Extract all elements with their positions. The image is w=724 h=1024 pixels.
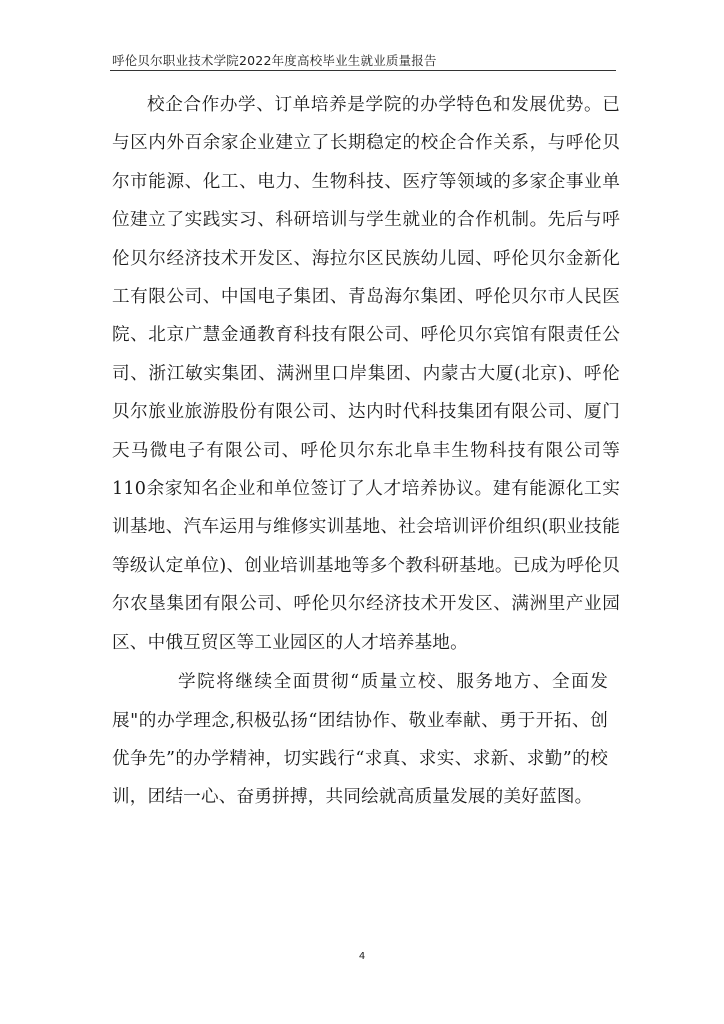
paragraph-school-philosophy: 学院将继续全面贯彻“质量立校、服务地方、全面发展"的办学理念,积极弘扬“团结协作、敬业奉献、勇于开拓、创优争先”的办学精神，切实践行“求真、求实、求新、求勤”的校训，团结一心、奋勇拼搏，共同绘就高质量发展的美好蓝图。 xyxy=(112,672,608,808)
paragraph-school-enterprise-cooperation: 校企合作办学、订单培养是学院的办学特色和发展优势。已与区内外百余家企业建立了长期稳定的校企合作关系，与呼伦贝尔市能源、化工、电力、生物科技、医疗等领域的多家企事业单位建立了实践实习、科研培训与学生就业的合作机制。先后与呼伦贝尔经济技术开发区、海拉尔区民族幼儿园、呼伦贝尔金新化工有限公司、中国电子集团、青岛海尔集团、呼伦贝尔市人民医院、北京广慧金通教育科技有限公司、呼伦贝尔宾馆有限责任公司、浙江敏实集团、满洲里口岸集团、内蒙古大厦(北京)、呼伦贝尔旅业旅游股份有限公司、达内时代科技集团有限公司、厦门天马微电子有限公司、呼伦贝尔东北阜丰生物科技有限公司等110余家知名企业和单位签订了人才培养协议。建有能源化工实训基地、汽车运用与维修实训基地、社会培训评价组织(职业技能等级认定单位)、创业培训基地等多个教科研基地。已成为呼伦贝尔农垦集团有限公司、呼伦贝尔经济技术开发区、满洲里产业园区、中俄互贸区等工业园区的人才培养基地。 xyxy=(112,95,620,653)
page-number: 4 xyxy=(358,951,366,962)
body-text xyxy=(112,86,620,817)
running-header: 呼伦贝尔职业技术学院2022年度高校毕业生就业质量报告 xyxy=(112,53,437,68)
header-divider xyxy=(110,70,616,71)
